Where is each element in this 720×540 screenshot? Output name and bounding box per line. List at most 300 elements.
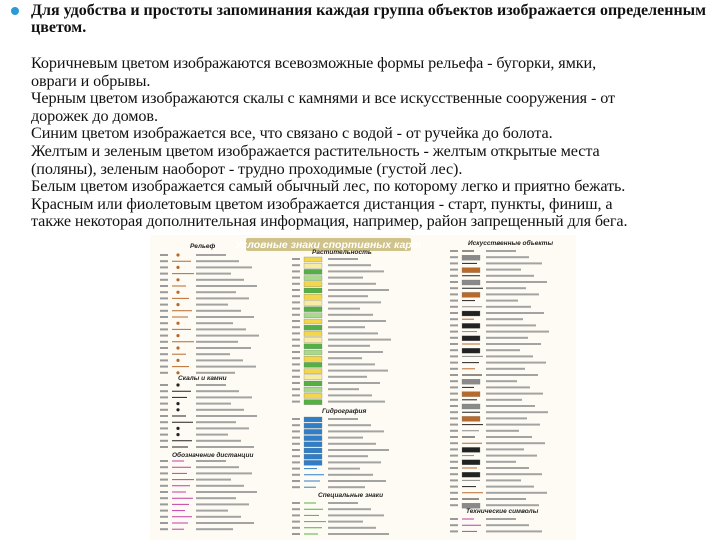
symbol-code bbox=[450, 374, 458, 376]
symbol-description bbox=[196, 485, 244, 487]
symbol-code bbox=[292, 474, 300, 476]
symbol-swatch bbox=[304, 257, 322, 262]
symbol-code bbox=[160, 421, 168, 423]
symbol-code bbox=[160, 353, 168, 355]
symbol-description bbox=[486, 498, 526, 500]
symbol-description bbox=[196, 266, 252, 268]
symbol-swatch bbox=[304, 307, 322, 312]
symbol-description bbox=[328, 320, 386, 322]
symbol-code bbox=[292, 449, 300, 451]
map-legend-image bbox=[150, 235, 576, 540]
symbol-description bbox=[196, 472, 252, 474]
symbol-swatch bbox=[304, 294, 322, 299]
symbol-swatch bbox=[304, 442, 322, 447]
symbol-code bbox=[450, 442, 458, 444]
symbol-code bbox=[160, 497, 168, 499]
symbol-code bbox=[292, 363, 300, 365]
symbol-description bbox=[328, 474, 373, 476]
symbol-swatch bbox=[304, 319, 322, 324]
symbol-swatch bbox=[304, 423, 322, 428]
symbol-description bbox=[486, 312, 544, 314]
symbol-description bbox=[196, 528, 233, 530]
symbol-swatch bbox=[304, 313, 322, 318]
symbol-code bbox=[450, 306, 458, 308]
symbol-description bbox=[486, 411, 548, 413]
symbol-description bbox=[486, 524, 529, 526]
symbol-code bbox=[450, 324, 458, 326]
symbol-code bbox=[450, 504, 458, 506]
symbol-code bbox=[450, 524, 458, 526]
symbol-description bbox=[486, 455, 537, 457]
symbol-code bbox=[292, 308, 300, 310]
symbol-swatch bbox=[304, 387, 322, 392]
symbol-dot bbox=[176, 402, 179, 405]
symbol-description bbox=[196, 273, 231, 275]
symbol-code bbox=[160, 446, 168, 448]
symbol-description bbox=[486, 349, 520, 351]
symbol-code bbox=[292, 270, 300, 272]
symbol-code bbox=[450, 362, 458, 364]
symbol-description bbox=[486, 492, 547, 494]
symbol-dot bbox=[176, 291, 179, 294]
symbol-swatch bbox=[462, 404, 480, 409]
symbol-code bbox=[292, 401, 300, 403]
symbol-description bbox=[328, 351, 383, 353]
symbol-code bbox=[450, 250, 458, 252]
symbol-swatch bbox=[304, 460, 322, 465]
symbol-description bbox=[196, 366, 256, 368]
symbol-description bbox=[196, 353, 230, 355]
symbol-description bbox=[328, 258, 358, 260]
symbol-description bbox=[486, 442, 545, 444]
symbol-description bbox=[328, 486, 365, 488]
symbol-description bbox=[328, 521, 363, 523]
symbol-description bbox=[196, 516, 241, 518]
symbol-description bbox=[486, 448, 524, 450]
symbol-swatch bbox=[304, 417, 322, 422]
symbol-description bbox=[196, 491, 257, 493]
symbol-code bbox=[292, 480, 300, 482]
symbol-dot bbox=[176, 427, 179, 430]
symbol-code bbox=[292, 339, 300, 341]
section-rocks: Скалы и камни bbox=[178, 375, 227, 382]
symbol-code bbox=[160, 516, 168, 518]
symbol-code bbox=[450, 492, 458, 494]
symbol-code bbox=[160, 460, 168, 462]
legend-title: Условные знаки спортивных карт bbox=[234, 239, 422, 251]
symbol-code bbox=[160, 427, 168, 429]
symbol-code bbox=[292, 332, 300, 334]
symbol-code bbox=[160, 316, 168, 318]
symbol-swatch bbox=[304, 362, 322, 367]
paragraph-line: Желтым и зеленым цветом изображается растительность - желтым открытые места bbox=[31, 141, 600, 160]
symbol-code bbox=[292, 461, 300, 463]
symbol-description bbox=[328, 264, 371, 266]
symbol-description bbox=[196, 415, 257, 417]
symbol-swatch bbox=[462, 336, 480, 341]
symbol-swatch bbox=[462, 416, 480, 421]
symbol-code bbox=[450, 436, 458, 438]
symbol-description bbox=[196, 497, 236, 499]
symbol-code bbox=[160, 304, 168, 306]
symbol-code bbox=[160, 440, 168, 442]
symbol-code bbox=[160, 384, 168, 386]
symbol-dot bbox=[176, 278, 179, 281]
symbol-code bbox=[450, 368, 458, 370]
symbol-description bbox=[486, 300, 518, 302]
symbol-code bbox=[160, 260, 168, 262]
symbol-code bbox=[160, 528, 168, 530]
symbol-description bbox=[328, 394, 372, 396]
symbol-code bbox=[292, 437, 300, 439]
symbol-description bbox=[196, 421, 236, 423]
symbol-code bbox=[292, 508, 300, 510]
symbol-swatch bbox=[304, 325, 322, 330]
symbol-description bbox=[328, 270, 384, 272]
section-special: Специальные знаки bbox=[318, 492, 384, 499]
symbol-swatch bbox=[462, 379, 480, 384]
symbol-description bbox=[328, 502, 358, 504]
symbol-code bbox=[160, 322, 168, 324]
symbol-swatch bbox=[462, 255, 480, 260]
symbol-description bbox=[328, 370, 388, 372]
paragraph-line: дорожек до домов. bbox=[31, 106, 158, 125]
paragraph-line: Коричневым цветом изображаются всевозможные формы рельефа - бугорки, ямки, bbox=[31, 54, 597, 72]
symbol-dot bbox=[176, 408, 179, 411]
symbol-code bbox=[292, 289, 300, 291]
symbol-code bbox=[160, 510, 168, 512]
symbol-description bbox=[328, 289, 389, 291]
symbol-description bbox=[196, 384, 226, 386]
symbol-description bbox=[486, 331, 549, 333]
symbol-description bbox=[486, 337, 528, 339]
symbol-code bbox=[450, 530, 458, 532]
symbol-description bbox=[328, 301, 381, 303]
symbol-code bbox=[160, 372, 168, 374]
symbol-code bbox=[450, 399, 458, 401]
symbol-description bbox=[486, 293, 539, 295]
symbol-swatch bbox=[304, 400, 322, 405]
heading: Для удобства и простоты запоминания каждая группа объектов изображается определенным цветом. bbox=[31, 2, 707, 36]
symbol-code bbox=[292, 357, 300, 359]
symbol-code bbox=[450, 479, 458, 481]
symbol-description bbox=[328, 345, 370, 347]
symbol-code bbox=[160, 310, 168, 312]
symbol-description bbox=[486, 368, 525, 370]
symbol-swatch bbox=[462, 280, 480, 285]
symbol-code bbox=[450, 293, 458, 295]
paragraph-line: также некоторая дополнительная информация, например, район запрещенный для бега. bbox=[31, 212, 628, 231]
symbol-description bbox=[328, 376, 367, 378]
symbol-description bbox=[328, 437, 363, 439]
symbol-code bbox=[450, 473, 458, 475]
symbol-code bbox=[450, 349, 458, 351]
symbol-description bbox=[486, 374, 538, 376]
symbol-code bbox=[292, 424, 300, 426]
symbol-code bbox=[292, 351, 300, 353]
symbol-swatch bbox=[304, 276, 322, 281]
symbol-code bbox=[160, 403, 168, 405]
symbol-code bbox=[450, 498, 458, 500]
symbol-description bbox=[328, 527, 376, 529]
symbol-swatch bbox=[462, 503, 480, 508]
symbol-description bbox=[196, 310, 241, 312]
symbol-code bbox=[292, 418, 300, 420]
section-vegetation: Растительность bbox=[312, 249, 372, 256]
symbol-swatch bbox=[304, 393, 322, 398]
symbol-code bbox=[450, 380, 458, 382]
paragraph-line: Черным цветом изображаются скалы с камнями и все искусственные сооружения - от bbox=[31, 89, 615, 108]
symbol-code bbox=[450, 256, 458, 258]
symbol-description bbox=[328, 382, 380, 384]
symbol-description bbox=[486, 424, 540, 426]
symbol-description bbox=[486, 467, 529, 469]
symbol-description bbox=[196, 372, 235, 374]
paragraph-line: Белым цветом изображается самый обычный лес, по которому легко и приятно бежать. bbox=[31, 177, 626, 196]
symbol-swatch bbox=[304, 288, 322, 293]
symbol-description bbox=[486, 530, 542, 532]
symbol-code bbox=[450, 287, 458, 289]
symbol-code bbox=[450, 393, 458, 395]
symbol-description bbox=[196, 291, 236, 293]
symbol-code bbox=[292, 258, 300, 260]
symbol-description bbox=[486, 461, 516, 463]
symbol-code bbox=[160, 434, 168, 436]
symbol-description bbox=[486, 386, 530, 388]
symbol-description bbox=[486, 504, 539, 506]
symbol-code bbox=[450, 355, 458, 357]
symbol-code bbox=[292, 521, 300, 523]
symbol-description bbox=[486, 436, 532, 438]
symbol-code bbox=[292, 283, 300, 285]
symbol-description bbox=[328, 332, 378, 334]
symbol-swatch bbox=[304, 375, 322, 380]
section-man-made: Искусственные объекты bbox=[468, 240, 553, 247]
symbol-description bbox=[328, 295, 368, 297]
paragraph-line: овраги и обрывы. bbox=[31, 71, 151, 90]
symbol-description bbox=[486, 473, 542, 475]
symbol-code bbox=[292, 394, 300, 396]
symbol-dot bbox=[176, 433, 179, 436]
symbol-swatch bbox=[462, 447, 480, 452]
symbol-code bbox=[450, 386, 458, 388]
symbol-code bbox=[160, 285, 168, 287]
symbol-code bbox=[160, 472, 168, 474]
symbol-description bbox=[196, 479, 231, 481]
symbol-description bbox=[196, 396, 252, 398]
symbol-code bbox=[450, 461, 458, 463]
symbol-swatch bbox=[462, 268, 480, 273]
symbol-swatch bbox=[304, 436, 322, 441]
symbol-code bbox=[160, 491, 168, 493]
symbol-code bbox=[292, 486, 300, 488]
symbol-description bbox=[196, 466, 239, 468]
symbol-code bbox=[450, 448, 458, 450]
symbol-description bbox=[328, 418, 358, 420]
symbol-code bbox=[450, 331, 458, 333]
symbol-dot bbox=[176, 334, 179, 337]
symbol-code bbox=[160, 522, 168, 524]
symbol-code bbox=[450, 467, 458, 469]
section-relief: Рельеф bbox=[190, 243, 216, 250]
symbol-description bbox=[328, 480, 386, 482]
symbol-description bbox=[328, 508, 371, 510]
symbol-code bbox=[160, 291, 168, 293]
symbol-description bbox=[328, 514, 384, 516]
symbol-swatch bbox=[304, 331, 322, 336]
symbol-code bbox=[450, 312, 458, 314]
symbol-dot bbox=[176, 322, 179, 325]
paragraph-line: (поляны), зеленым наоборот - трудно проходимые (густой лес). bbox=[31, 159, 463, 178]
symbol-swatch bbox=[462, 460, 480, 465]
symbol-code bbox=[160, 415, 168, 417]
symbol-description bbox=[328, 455, 368, 457]
symbol-description bbox=[486, 405, 535, 407]
symbol-description bbox=[196, 359, 243, 361]
symbol-code bbox=[292, 533, 300, 535]
symbol-code bbox=[450, 430, 458, 432]
symbol-description bbox=[196, 434, 228, 436]
symbol-code bbox=[292, 382, 300, 384]
symbol-description bbox=[328, 339, 391, 341]
symbol-description bbox=[486, 269, 521, 271]
symbol-code bbox=[160, 359, 168, 361]
symbol-description bbox=[196, 503, 249, 505]
symbol-code bbox=[450, 281, 458, 283]
symbol-code bbox=[450, 417, 458, 419]
symbol-code bbox=[450, 262, 458, 264]
description-paragraph bbox=[31, 55, 715, 231]
symbol-swatch bbox=[462, 292, 480, 297]
symbol-description bbox=[196, 409, 244, 411]
symbol-dot bbox=[176, 383, 179, 386]
symbol-code bbox=[160, 390, 168, 392]
symbol-code bbox=[292, 468, 300, 470]
symbol-description bbox=[196, 403, 231, 405]
symbol-code bbox=[450, 518, 458, 520]
symbol-description bbox=[328, 533, 389, 535]
symbol-description bbox=[328, 308, 360, 310]
symbol-code bbox=[450, 486, 458, 488]
symbol-code bbox=[292, 264, 300, 266]
symbol-description bbox=[328, 326, 365, 328]
symbol-description bbox=[328, 314, 373, 316]
symbol-description bbox=[196, 328, 246, 330]
symbol-code bbox=[160, 396, 168, 398]
symbol-description bbox=[196, 304, 228, 306]
symbol-code bbox=[292, 443, 300, 445]
symbol-code bbox=[450, 343, 458, 345]
symbol-description bbox=[486, 275, 534, 277]
symbol-code bbox=[160, 279, 168, 281]
section-course: Обозначение дистанции bbox=[172, 452, 254, 459]
symbol-description bbox=[328, 401, 385, 403]
symbol-code bbox=[292, 502, 300, 504]
symbol-swatch bbox=[304, 448, 322, 453]
symbol-description bbox=[328, 388, 359, 390]
symbol-description bbox=[486, 430, 519, 432]
symbol-swatch bbox=[304, 356, 322, 361]
symbol-code bbox=[450, 455, 458, 457]
symbol-swatch bbox=[304, 269, 322, 274]
symbol-code bbox=[160, 297, 168, 299]
symbol-code bbox=[292, 314, 300, 316]
symbol-swatch bbox=[304, 300, 322, 305]
symbol-description bbox=[486, 306, 531, 308]
symbol-description bbox=[486, 262, 542, 264]
symbol-code bbox=[292, 345, 300, 347]
symbol-description bbox=[196, 347, 251, 349]
symbol-description bbox=[196, 316, 254, 318]
symbol-code bbox=[160, 273, 168, 275]
symbol-code bbox=[292, 326, 300, 328]
symbol-description bbox=[486, 250, 516, 252]
symbol-swatch bbox=[462, 323, 480, 328]
symbol-description bbox=[328, 283, 376, 285]
symbol-description bbox=[486, 281, 547, 283]
symbol-description bbox=[196, 279, 244, 281]
symbol-code bbox=[160, 409, 168, 411]
symbol-code bbox=[292, 430, 300, 432]
symbol-description bbox=[196, 522, 254, 524]
symbol-description bbox=[486, 362, 546, 364]
symbol-description bbox=[196, 446, 254, 448]
symbol-swatch bbox=[304, 344, 322, 349]
symbol-description bbox=[196, 427, 249, 429]
symbol-dot bbox=[176, 346, 179, 349]
symbol-description bbox=[196, 460, 226, 462]
symbol-swatch bbox=[462, 311, 480, 316]
symbol-swatch bbox=[304, 350, 322, 355]
symbol-code bbox=[292, 514, 300, 516]
symbol-code bbox=[292, 295, 300, 297]
symbol-code bbox=[450, 424, 458, 426]
symbol-description bbox=[196, 335, 259, 337]
symbol-dot bbox=[176, 253, 179, 256]
symbol-description bbox=[486, 399, 522, 401]
symbol-description bbox=[486, 518, 516, 520]
symbol-description bbox=[486, 355, 533, 357]
symbol-code bbox=[450, 300, 458, 302]
symbol-code bbox=[450, 269, 458, 271]
symbol-description bbox=[486, 287, 526, 289]
symbol-dot bbox=[176, 303, 179, 306]
symbol-description bbox=[328, 461, 381, 463]
symbol-description bbox=[196, 390, 239, 392]
symbol-description bbox=[486, 256, 529, 258]
symbol-description bbox=[486, 486, 534, 488]
symbol-swatch bbox=[462, 472, 480, 477]
symbol-code bbox=[160, 328, 168, 330]
symbol-code bbox=[292, 370, 300, 372]
symbol-swatch bbox=[304, 369, 322, 374]
symbol-code bbox=[292, 301, 300, 303]
symbol-code bbox=[160, 503, 168, 505]
symbol-code bbox=[450, 318, 458, 320]
section-hydro: Гидрография bbox=[322, 408, 367, 415]
symbol-swatch bbox=[462, 392, 480, 397]
symbol-description bbox=[486, 417, 527, 419]
paragraph-line: Красным или фиолетовым цветом изображается дистанция - старт, пункты, финиш, а bbox=[31, 194, 613, 213]
symbol-description bbox=[486, 479, 521, 481]
symbol-dot bbox=[176, 359, 179, 362]
symbol-description bbox=[196, 285, 257, 287]
symbol-dot bbox=[176, 266, 179, 269]
symbol-code bbox=[292, 455, 300, 457]
symbol-description bbox=[328, 363, 375, 365]
symbol-description bbox=[196, 260, 239, 262]
symbol-description bbox=[196, 297, 249, 299]
